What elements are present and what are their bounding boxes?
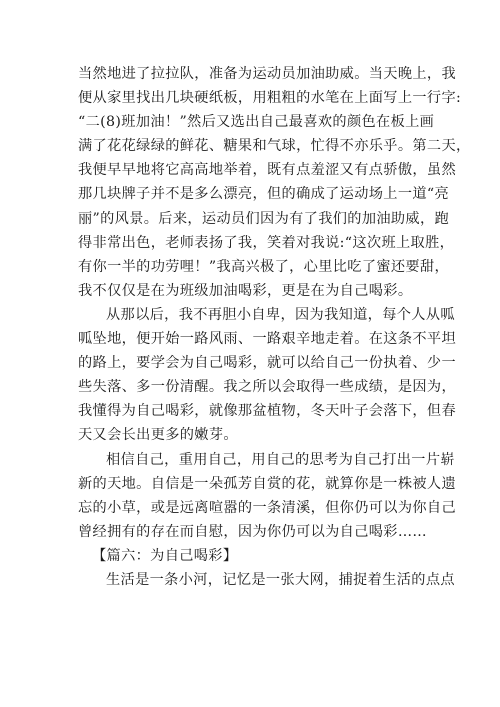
text-line: 有你一半的功劳哩！”我高兴极了，心里比吃了蜜还要甜， [78, 258, 450, 275]
section-heading: 【篇六：为自己喝彩】 [92, 547, 238, 564]
text-line: 的路上，要学会为自己喝彩，就可以给自己一份执着、少一 [78, 355, 456, 372]
text-line: 得非常出色，老师表扬了我，笑着对我说:“这次班上取胜， [78, 234, 455, 251]
text-line: 当然地进了拉拉队，准备为运动员加油助威。当天晚上，我 [78, 66, 456, 82]
paragraph-first-line: 生活是一条小河，记忆是一张大网，捕捉着生活的点点 [106, 571, 455, 588]
text-line: 满了花花绿绿的鲜花、糖果和气球，忙得不亦乐乎。第二天， [78, 138, 471, 155]
text-line: 我不仅仅是在为班级加油喝彩，更是在为自己喝彩。 [78, 282, 413, 299]
text-line: 那几块牌子并不是多么漂亮，但的确成了运动场上一道“亮 [78, 186, 450, 203]
text-line: 我便早早地将它高高地举着，既有点羞涩又有点骄傲，虽然 [78, 162, 456, 179]
text-line: 我懂得为自己喝彩，就像那盆植物，冬天叶子会落下，但春 [78, 403, 456, 420]
text-line: 天又会长出更多的嫩芽。 [78, 427, 238, 444]
document-page [78, 62, 471, 592]
text-line: 便从家里找出几块硬纸板，用粗粗的水笔在上面写上一行字: [78, 90, 462, 107]
text-line: 些失落、多一份清醒。我之所以会取得一些成绩，是因为， [78, 379, 456, 396]
paragraph-first-line: 相信自己，重用自己，用自己的思考为自己打出一片崭 [106, 451, 455, 468]
paragraph-first-line: 从那以后，我不再胆小自卑，因为我知道，每个人从呱 [106, 306, 455, 323]
text-line: 忘的小草，或是远离喧嚣的一条清溪，但你仍可以为你自己 [78, 499, 456, 516]
text-line: 呱坠地，便开始一路风雨、一路艰辛地走着。在这条不平坦 [78, 331, 456, 348]
text-line: 曾经拥有的存在而自慰，因为你仍可以为自己喝彩…… [78, 523, 427, 540]
text-line: 丽”的风景。后来，运动员们因为有了我们的加油助威，跑 [78, 210, 450, 227]
text-line: 新的天地。自信是一朵孤芳自赏的花，就算你是一株被人遗 [78, 475, 456, 492]
text-line: “二(8)班加油！”然后又选出自己最喜欢的颜色在板上画 [78, 114, 435, 131]
